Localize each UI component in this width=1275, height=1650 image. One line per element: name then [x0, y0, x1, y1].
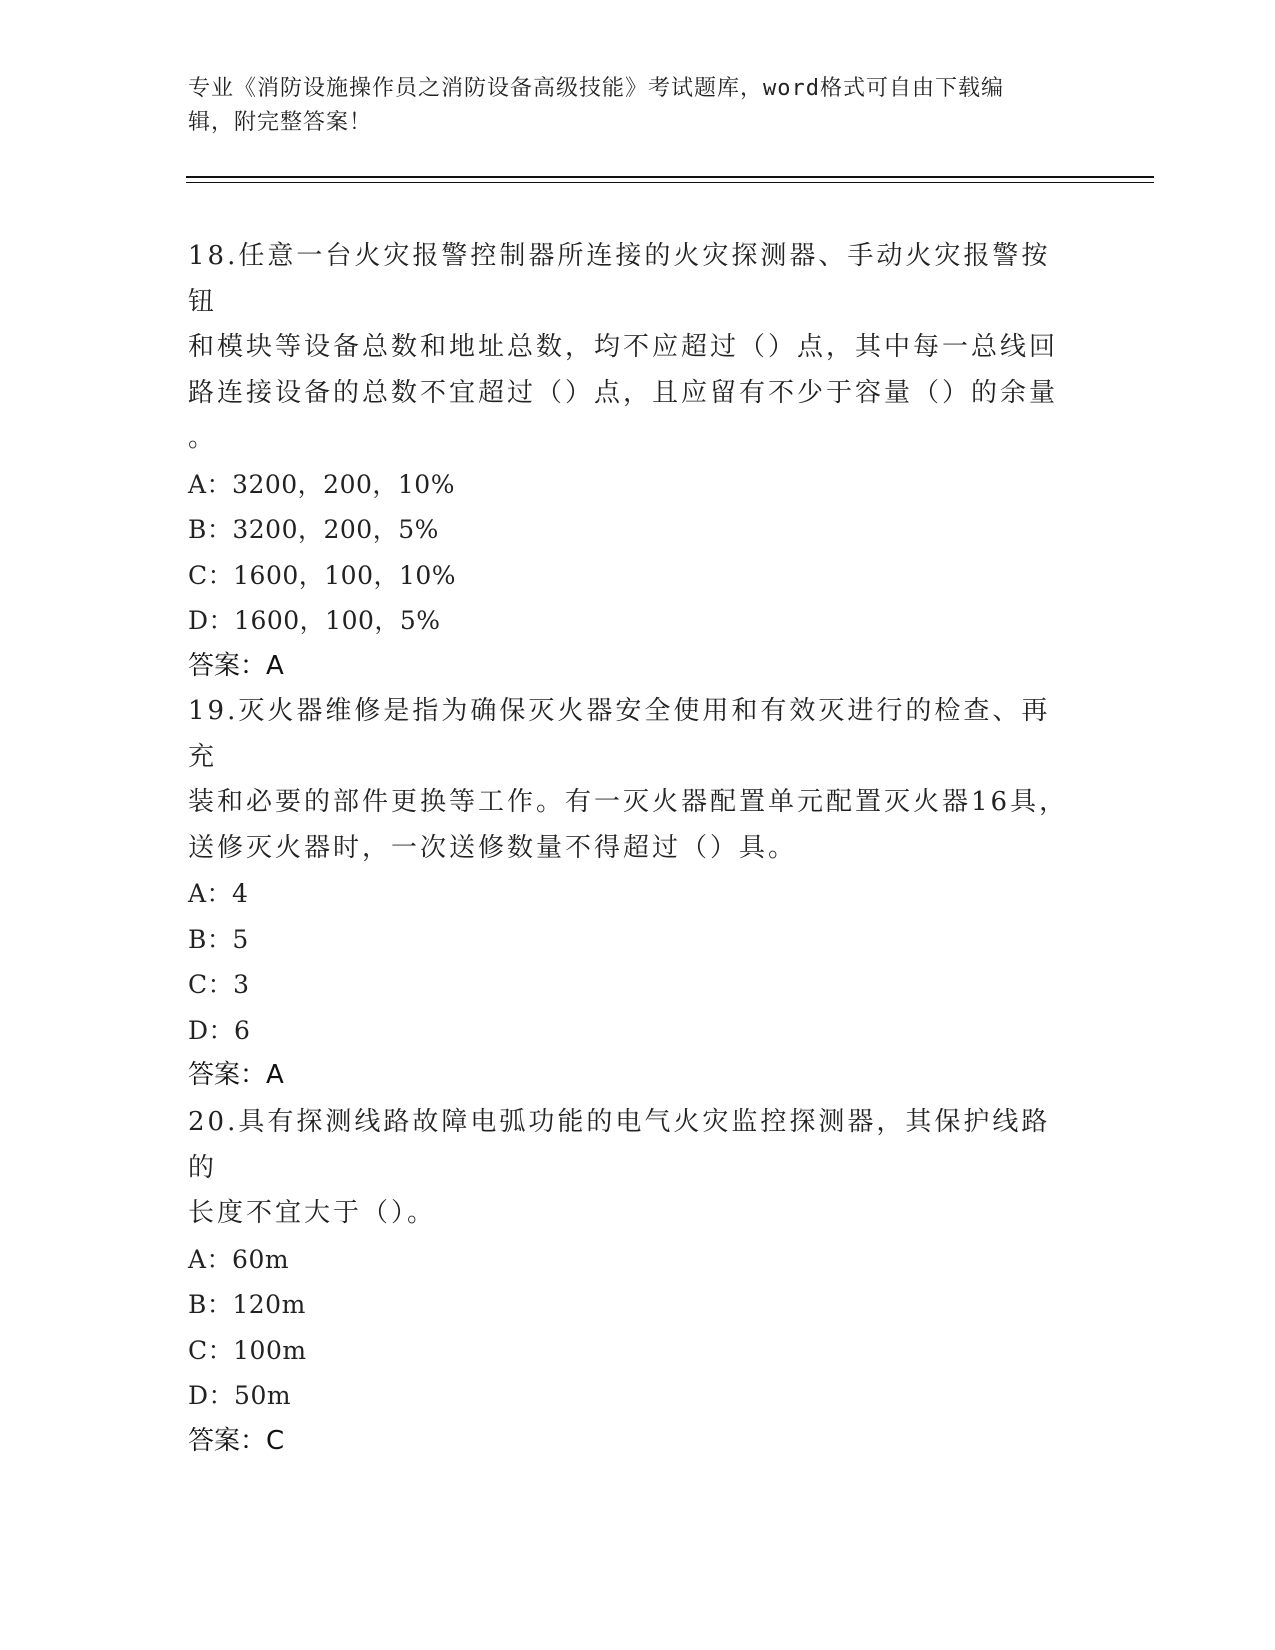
question-stem-line: 20.具有探测线路故障电弧功能的电气火灾监控探测器，其保护线路的 [188, 1107, 1051, 1183]
answer-line: 答案：C [188, 1425, 285, 1456]
answer-line: 答案：A [188, 1060, 284, 1090]
header-divider-thick [186, 176, 1154, 178]
question-stem-line: 18.任意一台火灾报警控制器所连接的火灾探测器、手动火灾报警按钮 [188, 241, 1051, 317]
answer-line: 答案：A [188, 650, 284, 681]
question-19 [188, 689, 1078, 1099]
option-c: C：100m [188, 1335, 307, 1365]
option-c: C：3 [188, 970, 250, 999]
document-header [188, 72, 1068, 140]
header-line-1: 专业《消防设施操作员之消防设备高级技能》考试题库，word格式可自由下载编 [188, 76, 1004, 101]
question-20 [188, 1100, 1078, 1464]
question-stem-line: 路连接设备的总数不宜超过（）点，且应留有不少于容量（）的余量 [188, 377, 1059, 408]
option-a: A：4 [188, 879, 249, 908]
option-b: B：5 [188, 924, 249, 954]
option-a: A：3200，200，10% [188, 469, 455, 499]
option-b: B：120m [188, 1290, 306, 1319]
question-18 [188, 234, 1078, 689]
option-d: D：50m [188, 1381, 292, 1410]
option-a: A：60m [188, 1244, 290, 1274]
option-d: D：6 [188, 1015, 251, 1045]
question-stem-line: 送修灭火器时，一次送修数量不得超过（）具。 [188, 832, 798, 863]
question-stem-line: 装和必要的部件更换等工作。有一灭火器配置单元配置灭火器16具， [188, 787, 1069, 817]
option-d: D：1600，100，5% [188, 606, 441, 635]
question-stem-line: 长度不宜大于（）。 [188, 1198, 437, 1228]
header-line-2: 辑，附完整答案！ [188, 110, 373, 135]
header-divider-thin [186, 182, 1154, 183]
question-stem-line: 。 [188, 423, 218, 453]
option-c: C：1600，100，10% [188, 560, 457, 590]
question-stem-line: 19.灭火器维修是指为确保灭火器安全使用和有效灭进行的检查、再充 [188, 696, 1051, 772]
question-stem-line: 和模块等设备总数和地址总数，均不应超过（）点，其中每一总线回 [188, 332, 1059, 362]
option-b: B：3200，200，5% [188, 515, 439, 544]
